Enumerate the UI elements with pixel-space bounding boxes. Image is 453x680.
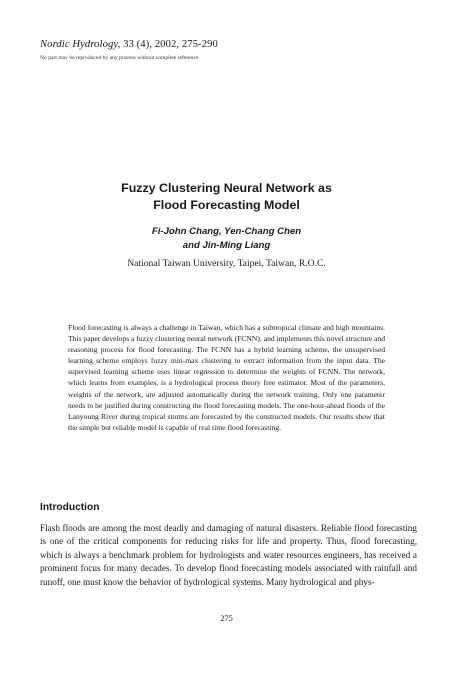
author-list bbox=[0, 225, 453, 253]
introduction-paragraph: Flash floods are among the most deadly and damaging of natural disasters. Reliable flood forecasting is one of the critical components for reducing risks for life and property. Thus, flood forecasting, which is always a benchmark problem for hydrologists and water resources engineers, has received a prominent focus for many decades. To develop flood forecasting models associated with rainfall and runoff, one must know the behavior of hydrological systems. Many hydrological and phys- bbox=[40, 523, 417, 587]
paper-title bbox=[0, 180, 453, 214]
title-line-1: Fuzzy Clustering Neural Network as bbox=[121, 181, 332, 195]
authors-line-2: and Jin-Ming Liang bbox=[182, 240, 271, 251]
affiliation: National Taiwan University, Taipei, Taiwan, R.O.C. bbox=[127, 258, 326, 269]
section-heading-introduction: Introduction bbox=[40, 502, 100, 513]
abstract: Flood forecasting is always a challenge in Taiwan, which has a subtropical climate and high mountains. This paper develops a fuzzy clustering neural network (FCNN), and implements this novel structure and reasoning process for flood forecasting. The FCNN has a hybrid learning scheme, the unsupervised learning scheme employs fuzzy min-max clustering to extract information from the input data. The supervised learning scheme uses linear regression to determine the weights of FCNN. The network, which learns from examples, is a hydrological process theory free estimator. Most of the parameters, weights of the network, are adjusted automatically during the network training. Only one parameter needs to be justified during constructing the flood forecasting models. The one-hour-ahead floods of the Lanyoung River during tropical storms are forecasted by the constructed models. Our results show that the simple but reliable model is capable of real time flood forecasting. bbox=[68, 323, 385, 432]
authors-line-1: Fi-John Chang, Yen-Chang Chen bbox=[151, 226, 302, 237]
journal-name: Nordic Hydrology, bbox=[40, 39, 121, 50]
title-line-2: Flood Forecasting Model bbox=[153, 198, 300, 212]
copyright-notice: No part may be reproduced by any process without complete reference bbox=[40, 55, 199, 61]
journal-citation bbox=[40, 39, 218, 50]
volume-info: 33 (4), 2002, 275-290 bbox=[123, 39, 218, 50]
page-number: 275 bbox=[220, 614, 233, 623]
